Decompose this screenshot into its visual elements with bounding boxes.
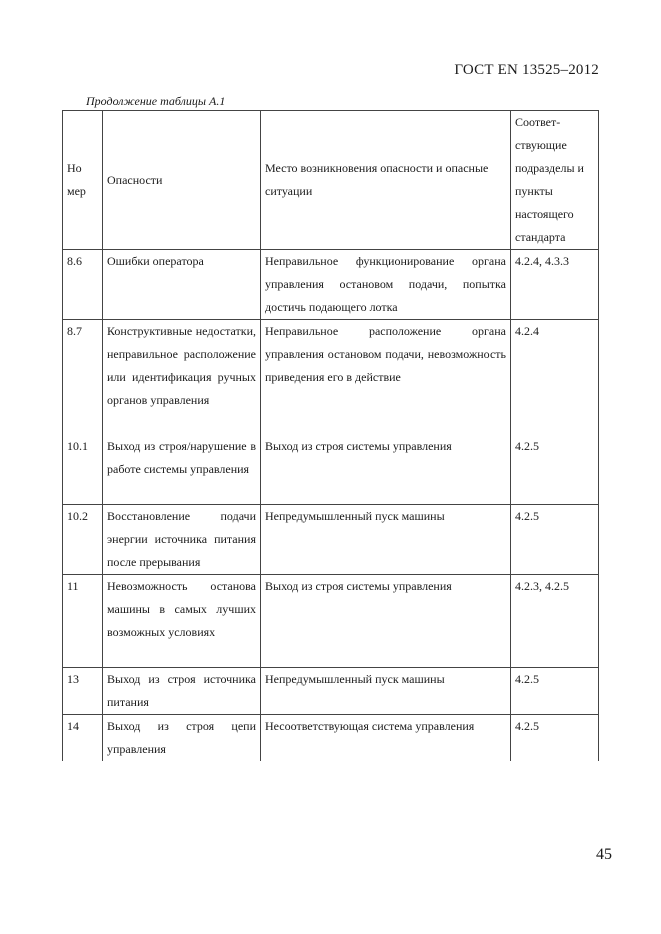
document-title: ГОСТ EN 13525–2012	[454, 62, 599, 78]
row-number: 11	[63, 575, 103, 668]
location-cell: Непредумышленный пуск машины	[261, 505, 511, 575]
hazard-cell: Выход из строя цепи управления	[103, 715, 261, 762]
table-row	[63, 435, 599, 505]
table-row	[63, 715, 599, 762]
column-header-number: Но мер	[63, 111, 103, 250]
location-cell: Неправильное функционирование органа управления остановом подачи, попытка достичь подающего лотка	[261, 250, 511, 320]
table-row	[63, 505, 599, 575]
table-row	[63, 668, 599, 715]
row-number: 14	[63, 715, 103, 762]
page-number: 45	[596, 846, 612, 863]
row-number: 8.7	[63, 320, 103, 436]
location-cell: Несоответствующая система управления	[261, 715, 511, 762]
row-number: 10.1	[63, 435, 103, 505]
hazard-cell: Невозможность останова машины в самых лучших возможных условиях	[103, 575, 261, 668]
sections-cell: 4.2.5	[511, 668, 599, 715]
hazard-cell: Ошибки оператора	[103, 250, 261, 320]
hazard-cell: Выход из строя/нарушение в работе системы управления	[103, 435, 261, 505]
location-cell: Выход из строя системы управления	[261, 575, 511, 668]
hazard-cell: Выход из строя источника питания	[103, 668, 261, 715]
row-number: 13	[63, 668, 103, 715]
column-header-sections: Соответ-ствующие подразделы и пункты настоящего стандарта	[511, 111, 599, 250]
table-row	[63, 250, 599, 320]
hazard-cell: Конструктивные недостатки, неправильное расположение или идентификация ручных органов управления	[103, 320, 261, 436]
sections-cell: 4.2.3, 4.2.5	[511, 575, 599, 668]
sections-cell: 4.2.5	[511, 505, 599, 575]
row-number: 10.2	[63, 505, 103, 575]
hazards-table	[62, 110, 599, 761]
hazard-cell: Восстановление подачи энергии источника питания после прерывания	[103, 505, 261, 575]
row-number: 8.6	[63, 250, 103, 320]
sections-cell: 4.2.5	[511, 715, 599, 762]
column-header-location: Место возникновения опасности и опасные ситуации	[261, 111, 511, 250]
location-cell: Неправильное расположение органа управления остановом подачи, невозможность приведения его в действие	[261, 320, 511, 436]
table-row	[63, 575, 599, 668]
column-header-hazards: Опасности	[103, 111, 261, 250]
sections-cell: 4.2.4	[511, 320, 599, 436]
table-row	[63, 320, 599, 436]
location-cell: Непредумышленный пуск машины	[261, 668, 511, 715]
table-caption: Продолжение таблицы А.1	[86, 94, 226, 108]
table-header-row	[63, 111, 599, 250]
location-cell: Выход из строя системы управления	[261, 435, 511, 505]
sections-cell: 4.2.4, 4.3.3	[511, 250, 599, 320]
sections-cell: 4.2.5	[511, 435, 599, 505]
